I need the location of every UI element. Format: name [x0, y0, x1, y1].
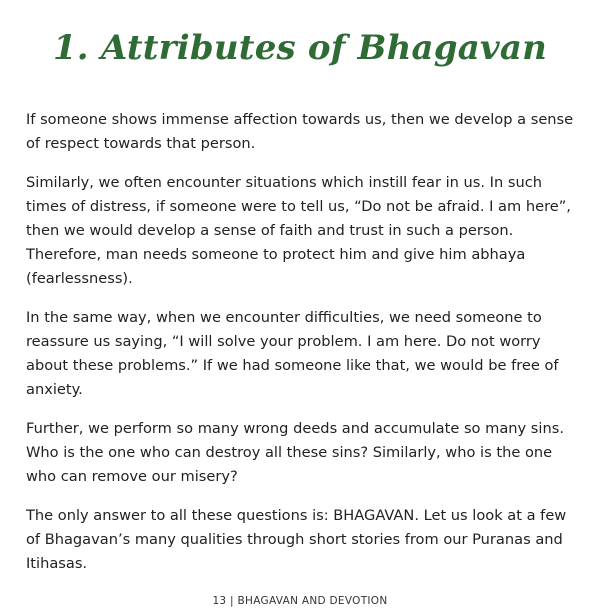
- paragraph-4: Further, we perform so many wrong deeds and accumulate so many sins. Who is the one who can destroy all these sins? Similarly, who is the one who can remove our misery?: [26, 420, 564, 485]
- paragraph-1: If someone shows immense affection towards us, then we develop a sense of respect towards that person.: [26, 111, 574, 152]
- paragraph-3: In the same way, when we encounter difficulties, we need someone to reassure us saying, “I will solve your problem. I am here. Do not worry about these problems.” If we had someone like that, we would be free of anxiety.: [26, 309, 559, 398]
- chapter-body: [26, 108, 584, 591]
- chapter-title: 1. Attributes of Bhagavan: [52, 28, 548, 68]
- paragraph-5: The only answer to all these questions is: BHAGAVAN. Let us look at a few of Bhagavan’s many qualities through short stories from our Puranas and Itihasas.: [26, 507, 567, 572]
- paragraph-2: Similarly, we often encounter situations which instill fear in us. In such times of distress, if someone were to tell us, “Do not be afraid. I am here”, then we would develop a sense of faith and trust in such a person. Therefore, man needs someone to protect him and give him abhaya (fearlessness).: [26, 174, 571, 287]
- page-footer: 13 | BHAGAVAN AND DEVOTION: [212, 595, 388, 607]
